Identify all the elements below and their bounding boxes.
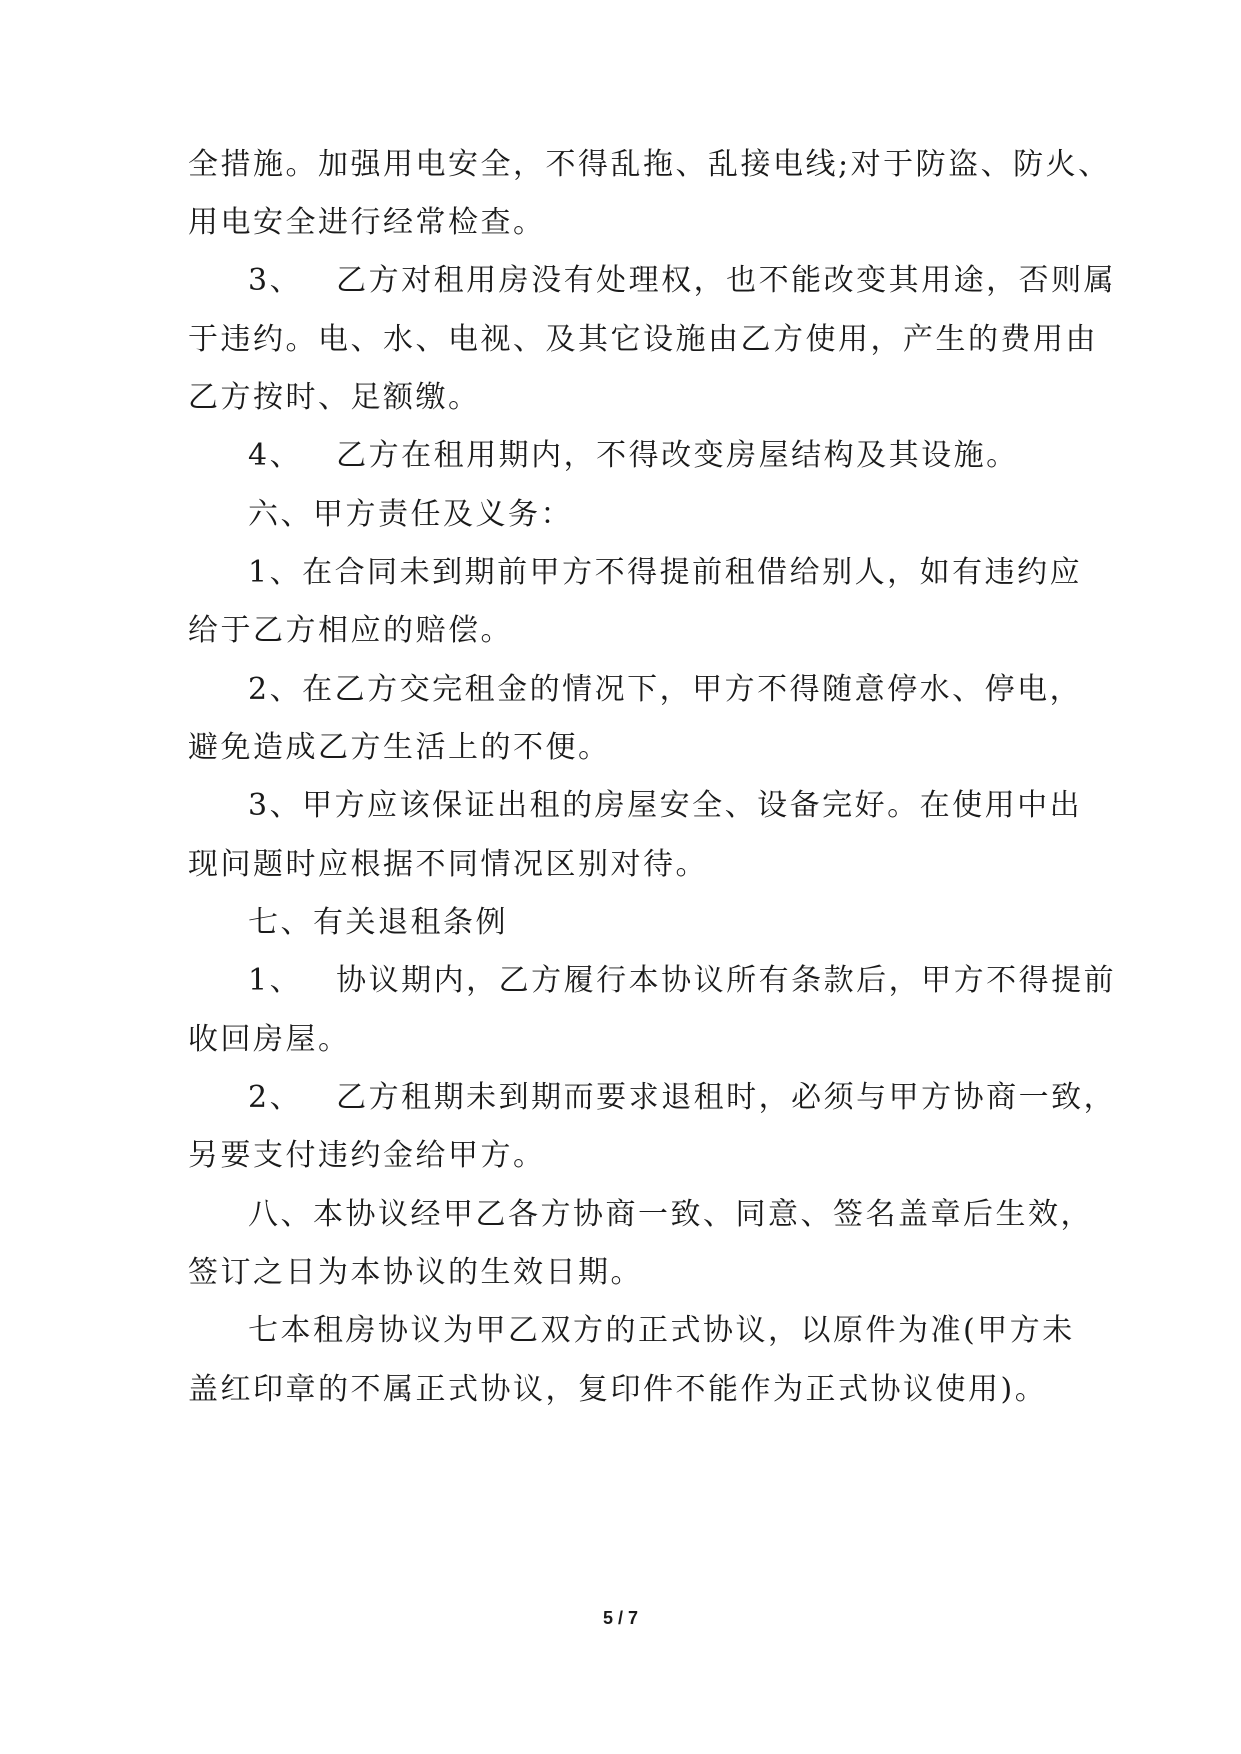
- clause-number: 4、: [248, 438, 303, 473]
- clause-number: 3、: [248, 263, 303, 298]
- section-heading: 六、甲方责任及义务：: [248, 497, 573, 532]
- text-line: 签订之日为本协议的生效日期。: [188, 1255, 643, 1290]
- text-line: 1、在合同未到期前甲方不得提前租借给别人，如有违约应: [248, 555, 1083, 590]
- text-line: 于违约。电、水、电视、及其它设施由乙方使用，产生的费用由: [188, 322, 1098, 357]
- clause-5-4: [248, 436, 1019, 476]
- text-line: 2、在乙方交完租金的情况下，甲方不得随意停水、停电，: [248, 672, 1083, 707]
- clause-text: 乙方对租用房没有处理权，也不能改变其用途，否则属: [336, 263, 1117, 298]
- clause-number: 2、: [248, 1080, 303, 1115]
- text-line: 3、甲方应该保证出租的房屋安全、设备完好。在使用中出: [248, 788, 1083, 823]
- clause-7-1: [248, 961, 1116, 1001]
- clause-5-3: [248, 261, 1116, 301]
- text-line: 避免造成乙方生活上的不便。: [188, 730, 611, 765]
- section-heading: 七、有关退租条例: [248, 905, 508, 940]
- clause-text: 协议期内，乙方履行本协议所有条款后，甲方不得提前: [336, 963, 1117, 998]
- text-line: 给于乙方相应的赔偿。: [188, 613, 513, 648]
- clause-text: 乙方租期未到期而要求退租时，必须与甲方协商一致，: [336, 1080, 1117, 1115]
- page-number: 5 / 7: [602, 1608, 639, 1628]
- text-line: 盖红印章的不属正式协议，复印件不能作为正式协议使用)。: [188, 1372, 1048, 1407]
- text-line: 全措施。加强用电安全，不得乱拖、乱接电线;对于防盗、防火、: [188, 147, 1111, 182]
- clause-number: 1、: [248, 963, 303, 998]
- text-line: 乙方按时、足额缴。: [188, 380, 481, 415]
- text-line: 另要支付违约金给甲方。: [188, 1138, 546, 1173]
- clause-text: 乙方在租用期内，不得改变房屋结构及其设施。: [336, 438, 1019, 473]
- text-line: 现问题时应根据不同情况区别对待。: [188, 847, 708, 882]
- text-line: 收回房屋。: [188, 1022, 351, 1057]
- text-line: 用电安全进行经常检查。: [188, 205, 546, 240]
- text-line: 七本租房协议为甲乙双方的正式协议，以原件为准(甲方未: [248, 1313, 1075, 1348]
- section-heading: 八、本协议经甲乙各方协商一致、同意、签名盖章后生效，: [248, 1197, 1093, 1232]
- clause-7-2: [248, 1078, 1116, 1118]
